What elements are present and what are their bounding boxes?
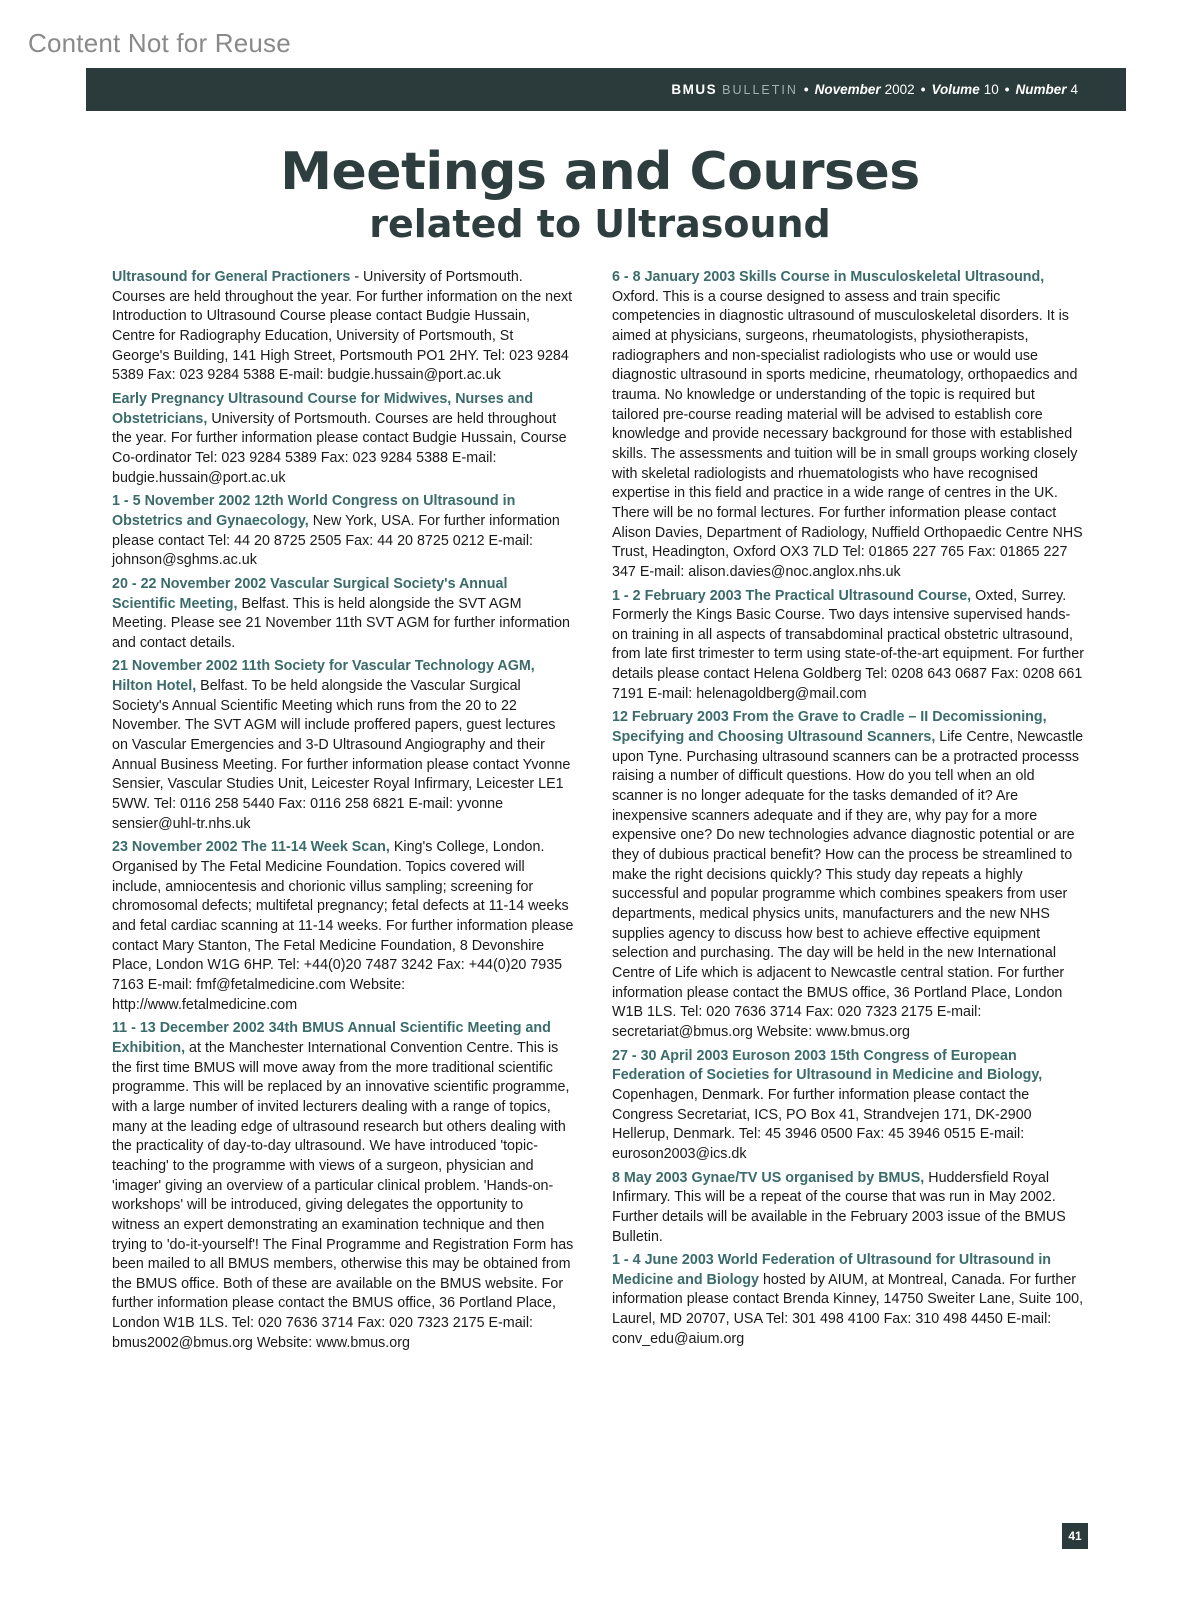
entry-body: Huddersfield Royal Infirmary. This will be a repeat of the course that was run in May 2002. Further details will be available in the February 2003 issue of the BMUS Bulletin.: [612, 1169, 1066, 1245]
journal-name: BMUS: [671, 82, 718, 97]
number-label: Number: [1015, 82, 1067, 97]
entry-heading: 12 February 2003 From the Grave to Cradle – II Decomissioning, Specifying and Choosing Ultrasound Scanners,: [612, 709, 1047, 746]
page-title: Meetings and Courses: [280, 142, 920, 202]
listing-entry: [112, 1019, 574, 1353]
entry-heading: 20 - 22 November 2002 Vascular Surgical Society's Annual Scientific Meeting,: [112, 575, 508, 612]
journal-name-suffix: BULLETIN: [722, 82, 798, 97]
left-column: [112, 268, 574, 1357]
listing-entry: [112, 838, 574, 1015]
entry-body: Life Centre, Newcastle upon Tyne. Purchasing ultrasound scanners can be a protracted processs raising a number of difficult questions. How do you tell when an old scanner is no longer adequate for the tasks demanded of it? Are inexpensive scanners adequate and if they are, why pay for a more expensive one? Do new technologies advance diagnostic potential or are they of dubious practical benefit? How can the process be streamlined to make the right decisions quickly? This study day repeats a highly successful and popular programme which combines speakers from user departments, medical physics units, manufacturers and the new NHS supplies agency to discuss how best to achieve effective equipment selection and purchasing. The day will be held in the new International Centre of Life which is adjacent to Newcastle central station. For further information please contact the BMUS office, 36 Portland Place, London W1B 1LS. Tel: 020 7636 3714 Fax: 020 7323 2175 E-mail: secretariat@bmus.org Website: www.bmus.org: [612, 729, 1084, 1040]
entry-heading: 6 - 8 January 2003 Skills Course in Musculoskeletal Ultrasound,: [612, 269, 1045, 285]
right-column: [612, 268, 1084, 1353]
listing-entry: [612, 1047, 1084, 1165]
issue-year: 2002: [884, 82, 915, 97]
entry-heading: 8 May 2003 Gynae/TV US organised by BMUS,: [612, 1169, 925, 1186]
entry-body: Belfast. This is held alongside the SVT AGM Meeting. Please see 21 November 11th SVT AGM for further information and contact details.: [112, 595, 570, 651]
entry-body: Copenhagen, Denmark. For further information please contact the Congress Secretariat, ICS, PO Box 41, Strandvejen 171, DK-2900 Hellerup, Denmark. Tel: 45 3946 0500 Fax: 45 3946 0515 E-mail: euroson2003@ics.dk: [612, 1086, 1032, 1162]
header-separator: •: [920, 82, 926, 97]
listing-entry: [612, 708, 1084, 1042]
entry-body: - University of Portsmouth. Courses are held throughout the year. For further information on the next Introduction to Ultrasound Course please contact Budgie Hussain, Centre for Radiography Education, University of Portsmouth, St George's Building, 141 High Street, Portsmouth PO1 2HY. Tel: 023 9284 5389 Fax: 023 9284 5388 E-mail: budgie.hussain@port.ac.uk: [112, 269, 573, 384]
listing-entry: [112, 492, 574, 571]
entry-heading: 23 November 2002 The 11-14 Week Scan,: [112, 839, 390, 856]
page-number: 41: [1062, 1523, 1088, 1549]
listing-entry: [612, 1169, 1084, 1248]
issue-number: 4: [1070, 82, 1078, 97]
listing-entry: [112, 575, 574, 654]
entry-body: New York, USA. For further information please contact Tel: 44 20 8725 2505 Fax: 44 20 8725 0212 E-mail: johnson@sghms.ac.uk: [112, 512, 560, 569]
entry-body: King's College, London. Organised by The Fetal Medicine Foundation. Topics covered will include, amniocentesis and chorionic villus sampling; screening for chromosomal defects; multifetal pregnancy; fetal defects at 11-14 weeks and fetal cardiac scanning at 11-14 weeks. For further information please contact Mary Stanton, The Fetal Medicine Foundation, 8 Devonshire Place, London W1G 6HP. Tel: +44(0)20 7487 3242 Fax: +44(0)20 7935 7163 E-mail: fmf@fetalmedicine.com Website: http://www.fetalmedicine.com: [112, 839, 574, 1013]
volume-number: 10: [983, 82, 999, 97]
journal-header-bar: [86, 68, 1126, 111]
entry-body: Oxted, Surrey. Formerly the Kings Basic Course. Two days intensive supervised hands-on training in all aspects of transabdominal practical obstetric ultrasound, from late first trimester to term using state-of-the-art equipment. For further details please contact Helena Goldberg Tel: 0208 643 0687 Fax: 0208 661 7191 E-mail: helenagoldberg@mail.com: [612, 587, 1084, 702]
listing-entry: [612, 268, 1084, 583]
title-block: [0, 142, 1200, 246]
entry-body: at the Manchester International Convention Centre. This is the first time BMUS will move away from the more traditional scientific programme. This will be replaced by an innovative scientific programme, with a large number of invited lecturers dealing with a range of topics, many at the leading edge of ultrasound research but others dealing with the practicality of day-to-day ultrasound. We have introduced 'topic-teaching' to the programme with views of a surgeon, physician and 'imager' giving an overview of a particular clinical problem. 'Hands-on-workshops' will be introduced, giving delegates the opportunity to witness an expert demonstrating an examination technique and then trying to 'do-it-yourself'! The Final Programme and Registration Form has been mailed to all BMUS members, otherwise this may be obtained from the BMUS office. Both of these are available on the BMUS website. For further information please contact the BMUS office, 36 Portland Place, London W1B 1LS. Tel: 020 7636 3714 Fax: 020 7323 2175 E-mail: bmus2002@bmus.org Website: www.bmus.org: [112, 1039, 574, 1351]
header-separator: •: [1004, 82, 1010, 97]
listing-entry: [112, 268, 574, 386]
entry-body: hosted by AIUM, at Montreal, Canada. For further information please contact Brenda Kinney, 14750 Sweiter Lane, Suite 100, Laurel, MD 20707, USA Tel: 301 498 4100 Fax: 310 498 4450 E-mail: conv_edu@aium.org: [612, 1271, 1084, 1347]
watermark-text: Content Not for Reuse: [28, 28, 291, 58]
listing-entry: [612, 587, 1084, 705]
listing-entry: [612, 1251, 1084, 1349]
entry-body: Belfast. To be held alongside the Vascular Surgical Society's Annual Scientific Meeting which runs from the 20 to 22 November. The SVT AGM will include proffered papers, guest lectures on Vascular Emergencies and 3-D Ultrasound Angiography and their Annual Business Meeting. For further information please contact Yvonne Sensier, Vascular Studies Unit, Leicester Royal Infirmary, Leicester LE1 5WW. Tel: 0116 258 5440 Fax: 0116 258 6821 E-mail: yvonne sensier@uhl-tr.nhs.uk: [112, 678, 571, 832]
entry-heading: 1 - 2 February 2003 The Practical Ultrasound Course,: [612, 587, 972, 604]
volume-label: Volume: [931, 82, 980, 97]
entry-heading: Early Pregnancy Ultrasound Course for Midwives, Nurses and Obstetricians,: [112, 390, 534, 427]
listing-entry: [112, 390, 574, 488]
listing-entry: [112, 657, 574, 834]
page-subtitle: related to Ultrasound: [369, 202, 831, 246]
header-separator: •: [803, 82, 809, 97]
entry-heading: 1 - 5 November 2002 12th World Congress on Ultrasound in Obstetrics and Gynaecology,: [112, 493, 516, 529]
entry-heading: 21 November 2002 11th Society for Vascular Technology AGM, Hilton Hotel,: [112, 658, 535, 695]
entry-heading: Ultrasound for General Practioners: [112, 269, 351, 285]
entry-body: Oxford. This is a course designed to assess and train specific competencies in diagnostic ultrasound of musculoskeletal disorders. It is aimed at physicians, surgeons, rheumatologists, physiotherapists, radiographers and non-specialist radiologists who use or would use diagnostic ultrasound in sports medicine, rheumatology, orthopaedics and trauma. No knowledge or understanding of the topic is required but tailored pre-course reading material will be advised to establish core knowledge and provide necessary background for those with established skills. The assessments and tuition will be in small groups working closely with skeletal radiologists and rhuematologists who have recognised expertise in this field and practice in a wide range of centres in the UK. There will be no formal lectures. For further information please contact Alison Davies, Department of Radiology, Nuffield Orthopaedic Centre NHS Trust, Headington, Oxford OX3 7LD Tel: 01865 227 765 Fax: 01865 227 347 E-mail: alison.davies@noc.anglox.nhs.uk: [612, 288, 1083, 580]
entry-heading: 11 - 13 December 2002 34th BMUS Annual Scientific Meeting and Exhibition,: [112, 1020, 551, 1056]
entry-heading: 27 - 30 April 2003 Euroson 2003 15th Congress of European Federation of Societies for Ultrasound in Medicine and Biology,: [612, 1047, 1043, 1084]
entry-body: University of Portsmouth. Courses are held throughout the year. For further information please contact Budgie Hussain, Course Co-ordinator Tel: 023 9284 5389 Fax: 023 9284 5388 E-mail: budgie.hussain@port.ac.uk: [112, 410, 567, 486]
entry-heading: 1 - 4 June 2003 World Federation of Ultrasound for Ultrasound in Medicine and Biology: [612, 1252, 1052, 1288]
issue-month: November: [814, 82, 881, 97]
